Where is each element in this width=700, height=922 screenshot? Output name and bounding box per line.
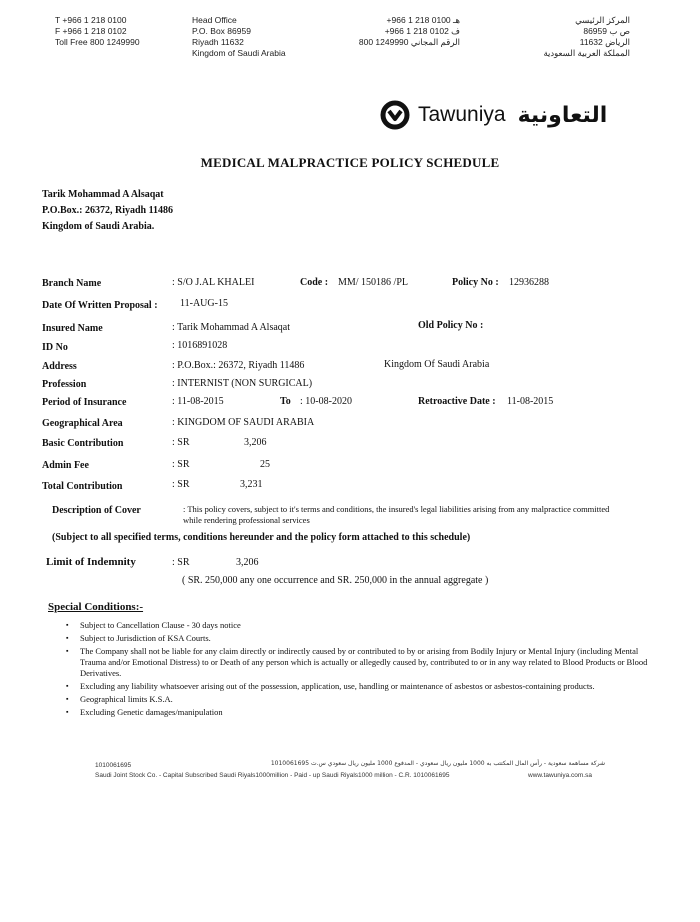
description-of-cover-value: : This policy covers, subject to it's terms and conditions, the insured's legal liabilities arising from any malpractice committed while rendering professional services [183,504,610,525]
admin-fee-label: Admin Fee [42,460,89,471]
retroactive-date-value: 11-08-2015 [507,396,554,407]
geographical-area-label: Geographical Area [42,418,123,429]
special-conditions-list [66,620,656,720]
office-line: P.O. Box 86959 [192,26,251,36]
footer-arabic-line: شركة مساهمة سعودية - رأس المال المكتتب به 1000 مليون ريال سعودي - المدفوع 1000 مليون ريال سعودي س.ت 1010061695 [270,760,605,767]
addressee-country: Kingdom of Saudi Arabia. [42,221,155,232]
basic-contribution-label: Basic Contribution [42,438,124,449]
total-contribution-label: Total Contribution [42,481,123,492]
addressee-block [42,187,173,235]
address-value: : P.O.Box.: 26372, Riyadh 11486 [172,360,305,371]
header-contact-ar [340,15,460,48]
address-country-value: Kingdom Of Saudi Arabia [384,359,490,370]
toll-free-line-ar: الرقم المجاني 1249990 800 [358,37,460,47]
insured-name-value: : Tarik Mohammad A Alsaqat [172,322,290,333]
period-label: Period of Insurance [42,397,127,408]
condition-item: ▪ Geographical limits K.S.A. [66,694,656,705]
logo-name-en: Tawuniya [418,103,506,126]
header-office-ar [510,15,630,59]
policy-no-label: Policy No : [452,277,499,288]
document-title: MEDICAL MALPRACTICE POLICY SCHEDULE [200,155,500,170]
old-policy-label: Old Policy No : [418,320,484,331]
code-value: MM/ 150186 /PL [338,277,409,288]
office-line: Head Office [192,15,237,25]
office-line: Kingdom of Saudi Arabia [192,48,286,58]
id-no-label: ID No [42,342,68,353]
admin-fee-value: 25 [260,459,270,470]
fax-line: F +966 1 218 0102 [55,26,127,36]
phone-line-ar: هـ 0100 218 1 966+ [386,15,460,25]
admin-fee-currency: : SR [172,459,190,470]
code-label: Code : [300,277,329,288]
addressee-po-box: P.O.Box.: 26372, Riyadh 11486 [42,205,174,216]
period-to-value: : 10-08-2020 [300,396,352,407]
limit-of-indemnity-currency: : SR [172,557,190,568]
address-label: Address [42,361,77,372]
id-no-value: : 1016891028 [172,340,228,351]
toll-free-line: Toll Free 800 1249990 [55,37,140,47]
special-conditions-heading: Special Conditions:- [48,601,144,613]
header-contact-en [55,15,140,48]
limit-of-indemnity-label: Limit of Indemnity [46,556,136,568]
basic-contribution-currency: : SR [172,437,190,448]
description-of-cover-label: Description of Cover [52,505,141,516]
footer-cr-number: 1010061695 [95,762,132,769]
condition-item: ▪ Subject to Jurisdiction of KSA Courts. [66,633,656,644]
office-line-ar: ص ب 86959 [583,26,630,36]
insured-name-label: Insured Name [42,323,103,334]
fax-line-ar: ف 0102 218 1 966+ [384,26,460,36]
branch-value: : S/O J.AL KHALEI [172,277,255,288]
geographical-area-value: : KINGDOM OF SAUDI ARABIA [172,417,315,428]
condition-item: ▪ Excluding any liability whatsoever arising out of the possession, application, use, handling or maintenance of asbestos or asbestos-containing products. [66,681,656,692]
limit-of-indemnity-value: 3,206 [236,557,259,568]
period-from-value: : 11-08-2015 [172,396,224,407]
office-line-ar: الرياض 11632 [579,37,630,47]
retroactive-date-label: Retroactive Date : [418,396,496,407]
written-proposal-label: Date Of Written Proposal : [42,300,158,311]
policy-no-value: 12936288 [509,277,549,288]
condition-item: ▪ Subject to Cancellation Clause - 30 days notice [66,620,656,631]
basic-contribution-value: 3,206 [244,437,267,448]
subject-note: (Subject to all specified terms, conditions hereunder and the policy form attached to this schedule) [52,532,471,543]
total-contribution-currency: : SR [172,479,190,490]
condition-item: ▪ Excluding Genetic damages/manipulation [66,707,656,718]
logo-name-ar: التعاونية [517,102,608,128]
profession-value: : INTERNIST (NON SURGICAL) [172,378,313,389]
addressee-name: Tarik Mohammad A Alsaqat [42,189,164,200]
tawuniya-logo-icon [380,100,410,130]
office-line: Riyadh 11632 [192,37,244,47]
footer-english-line: Saudi Joint Stock Co. - Capital Subscribed Saudi Riyals1000million - Paid - up Saudi Riyals1000 million - C.R. 1010061695 [95,772,450,779]
period-to-label: To [280,396,291,407]
limit-of-indemnity-note: ( SR. 250,000 any one occurrence and SR. 250,000 in the annual aggregate ) [182,575,489,586]
total-contribution-value: 3,231 [240,479,263,490]
condition-item: ▪ The Company shall not be liable for any claim directly or indirectly caused by or contributed to by or arising from Bodily Injury or Mental Injury (including Mental Trauma and/or Emotional Distress) to or Death of any person which is actually or allegedly caused by, contributed to or in any way related to Blood Products or Blood Derivatives. [66,646,656,679]
written-proposal-value: 11-AUG-15 [180,298,228,309]
company-logo [380,100,607,130]
phone-line: T +966 1 218 0100 [55,15,127,25]
office-line-ar: المملكة العربية السعودية [543,48,630,58]
header-office-en [192,15,286,59]
profession-label: Profession [42,379,87,390]
branch-label: Branch Name [42,278,102,289]
office-line-ar: المركز الرئيسي [575,15,630,25]
footer-website: www.tawuniya.com.sa [528,772,592,779]
